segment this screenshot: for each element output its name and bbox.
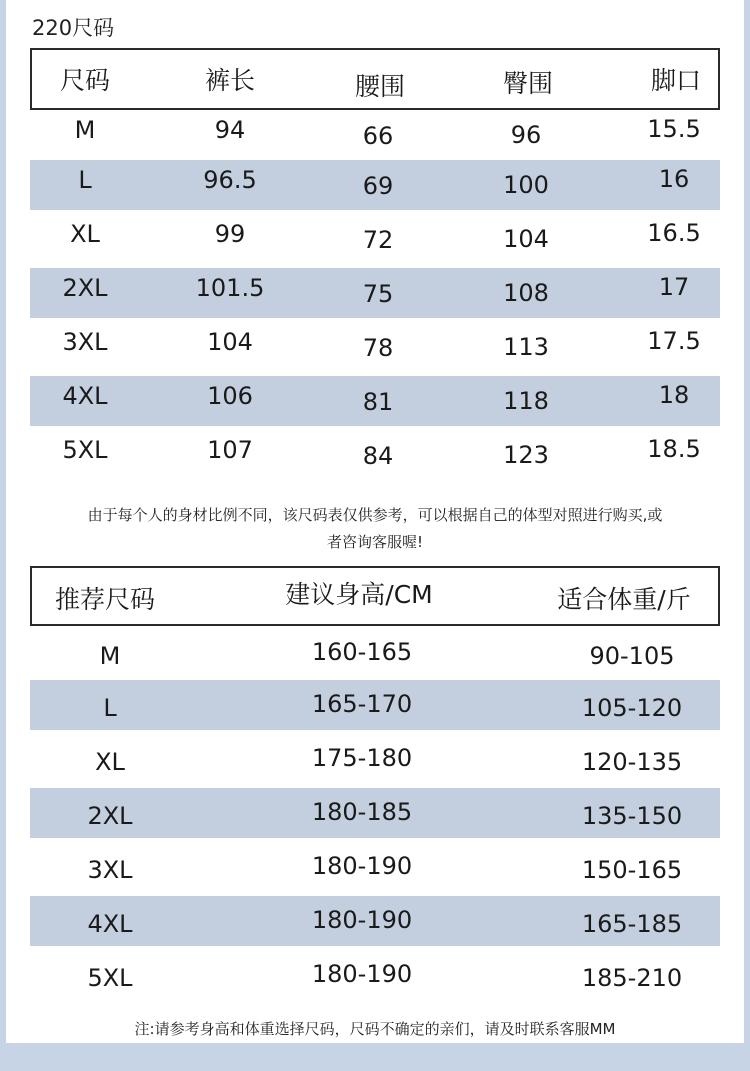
size-table-row	[30, 376, 720, 426]
recommend-note: 注:请参考身高和体重选择尺码，尺码不确定的亲们，请及时联系客服MM	[134, 1020, 616, 1038]
recommend-table-cell-weight: 165-185	[581, 910, 683, 938]
size-table-cell-length: 104	[207, 328, 253, 356]
model-caption: 220尺码	[32, 16, 115, 40]
recommend-table-cell-weight: 90-105	[589, 642, 675, 670]
size-table-row	[30, 214, 720, 264]
size-table-cell-hip: 96	[510, 121, 542, 149]
size-note-line-2: 者咨询客服喔!	[326, 533, 423, 551]
size-table-header	[30, 48, 720, 110]
size-table-cell-hem: 17.5	[647, 327, 701, 355]
recommend-table-cell-height: 175-180	[311, 744, 413, 772]
size-table-cell-waist: 81	[362, 388, 394, 416]
size-table-cell-length: 107	[207, 436, 253, 464]
header-waist: 腰围	[354, 72, 405, 101]
recommend-table-cell-size: 5XL	[87, 964, 133, 992]
recommend-table-cell-height: 160-165	[311, 638, 413, 666]
header-size: 尺码	[59, 66, 110, 95]
size-table-cell-hip: 118	[503, 387, 549, 415]
size-table-cell-hem: 17	[658, 273, 690, 301]
size-note-line-1: 由于每个人的身材比例不同，该尺码表仅供参考，可以根据自己的体型对照进行购买,或	[87, 506, 663, 524]
size-table-cell-length: 99	[214, 220, 246, 248]
recommend-table-cell-size: 2XL	[87, 802, 133, 830]
size-table-cell-hem: 18.5	[647, 435, 701, 463]
size-table-cell-hip: 104	[503, 225, 549, 253]
recommend-table-row	[30, 950, 720, 1000]
size-table-cell-waist: 84	[362, 442, 394, 470]
size-table-cell-length: 101.5	[195, 274, 265, 302]
size-table-cell-waist: 69	[362, 172, 394, 200]
size-table-row	[30, 110, 720, 160]
size-table-cell-size: XL	[70, 220, 100, 248]
size-table-row	[30, 268, 720, 318]
size-table-cell-length: 94	[214, 116, 246, 144]
size-table-cell-hip: 113	[503, 333, 549, 361]
recommend-table	[30, 566, 720, 1006]
recommend-table-cell-weight: 105-120	[581, 694, 683, 722]
header-recommend-size: 推荐尺码	[54, 585, 155, 614]
size-table-cell-size: 4XL	[62, 382, 108, 410]
header-hem: 脚口	[650, 66, 701, 95]
size-table-cell-waist: 72	[362, 226, 394, 254]
header-hip: 臀围	[502, 69, 553, 98]
size-table-cell-hip: 100	[503, 171, 549, 199]
size-table-row	[30, 430, 720, 480]
size-table-cell-waist: 75	[362, 280, 394, 308]
size-chart-page	[6, 0, 744, 1043]
size-table-cell-hem: 16	[658, 165, 690, 193]
size-table	[30, 48, 720, 472]
size-table-cell-hip: 108	[503, 279, 549, 307]
recommend-table-cell-size: XL	[95, 748, 125, 776]
recommend-table-cell-weight: 185-210	[581, 964, 683, 992]
recommend-table-header	[30, 566, 720, 626]
size-table-cell-hem: 18	[658, 381, 690, 409]
recommend-table-row	[30, 842, 720, 892]
size-table-cell-waist: 66	[362, 122, 394, 150]
size-table-cell-size: 2XL	[62, 274, 108, 302]
size-table-cell-hem: 16.5	[647, 219, 701, 247]
size-table-row	[30, 322, 720, 372]
recommend-table-row	[30, 680, 720, 730]
size-table-cell-size: L	[78, 166, 92, 194]
size-table-cell-waist: 78	[362, 334, 394, 362]
header-length: 裤长	[204, 66, 255, 95]
recommend-table-cell-size: M	[99, 642, 121, 670]
size-table-cell-hem: 15.5	[647, 115, 701, 143]
recommend-table-row	[30, 628, 720, 678]
header-height: 建议身高/CM	[285, 580, 433, 609]
size-table-cell-size: 5XL	[62, 436, 108, 464]
recommend-table-cell-weight: 120-135	[581, 748, 683, 776]
size-table-cell-size: M	[74, 116, 96, 144]
header-weight: 适合体重/斤	[557, 585, 691, 614]
recommend-table-cell-size: 3XL	[87, 856, 133, 884]
recommend-table-cell-height: 180-190	[311, 852, 413, 880]
recommend-table-cell-height: 180-190	[311, 960, 413, 988]
size-table-cell-length: 106	[207, 382, 253, 410]
recommend-table-row	[30, 788, 720, 838]
recommend-table-cell-size: L	[103, 694, 117, 722]
size-table-cell-hip: 123	[503, 441, 549, 469]
recommend-table-row	[30, 734, 720, 784]
size-table-cell-length: 96.5	[203, 166, 257, 194]
recommend-table-row	[30, 896, 720, 946]
recommend-table-cell-weight: 135-150	[581, 802, 683, 830]
recommend-table-cell-height: 180-190	[311, 906, 413, 934]
recommend-table-cell-height: 165-170	[311, 690, 413, 718]
size-table-cell-size: 3XL	[62, 328, 108, 356]
size-table-row	[30, 160, 720, 210]
recommend-table-cell-height: 180-185	[311, 798, 413, 826]
recommend-table-cell-size: 4XL	[87, 910, 133, 938]
recommend-table-cell-weight: 150-165	[581, 856, 683, 884]
